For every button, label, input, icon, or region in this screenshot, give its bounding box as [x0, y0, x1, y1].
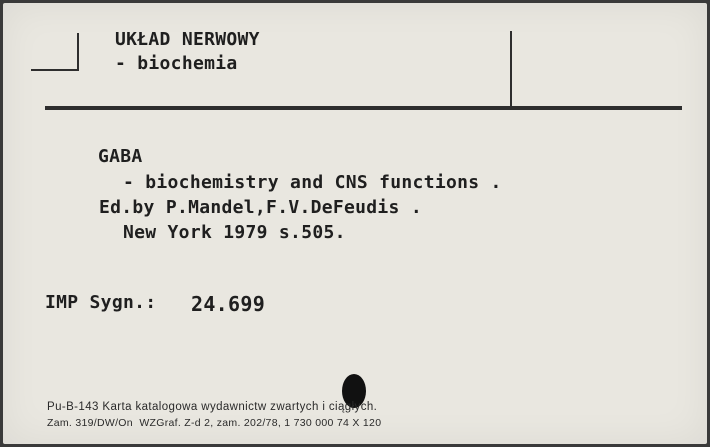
header-title: UKŁAD NERWOWY	[115, 29, 260, 50]
header-left-vertical-rule	[77, 33, 79, 71]
header-right-vertical-rule	[510, 31, 512, 107]
entry-publication: New York 1979 s.505.	[123, 222, 346, 243]
header-left-horizontal-rule	[31, 69, 79, 71]
entry-editors: Ed.by P.Mandel,F.V.DeFeudis .	[99, 197, 422, 218]
header-subtitle: - biochemia	[115, 53, 238, 74]
entry-subtitle: - biochemistry and CNS functions .	[123, 172, 502, 193]
footer-line-1: Pu-B-143 Karta katalogowa wydawnictw zwartych i ciągłych.	[47, 401, 378, 413]
catalog-card	[3, 3, 707, 444]
entry-title: GABA	[98, 146, 143, 167]
header-divider	[45, 106, 682, 110]
signature-label: IMP Sygn.:	[45, 292, 157, 313]
signature-value: 24.699	[191, 292, 266, 316]
footer-line-2: Zam. 319/DW/On WZGraf. Z-d 2, zam. 202/78, 1 730 000 74 X 120	[47, 417, 382, 429]
